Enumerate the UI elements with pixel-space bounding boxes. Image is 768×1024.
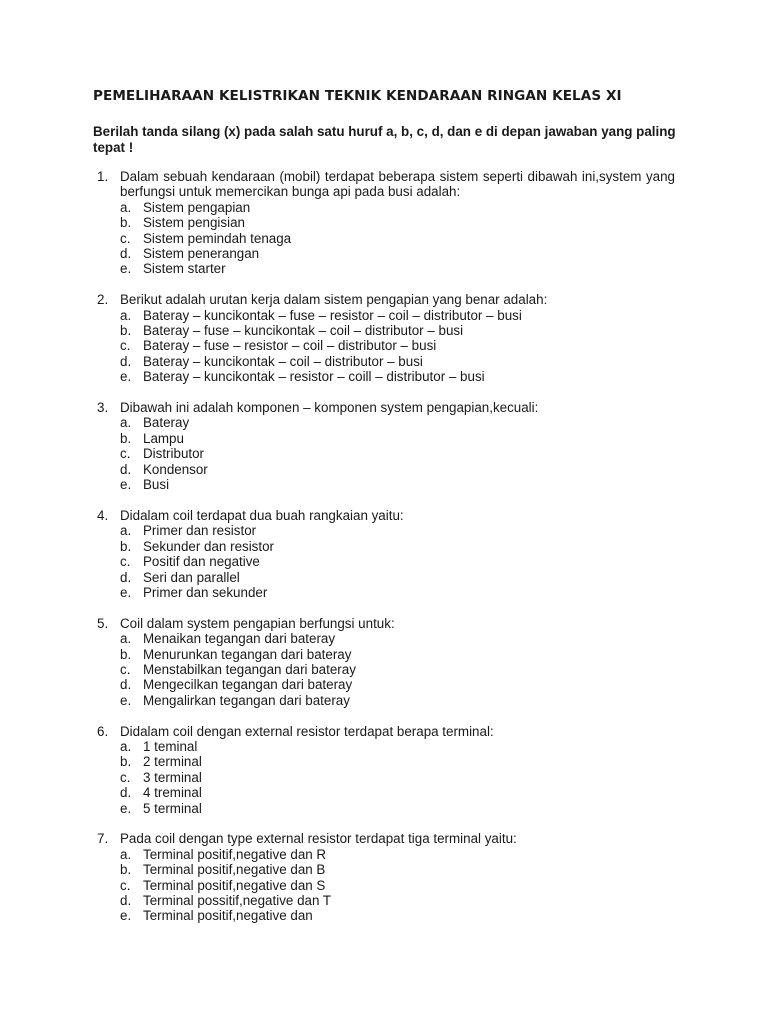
answer-option[interactable] <box>120 323 693 338</box>
option-letter: d. <box>120 461 132 477</box>
option-text: Seri dan parallel <box>143 569 240 585</box>
question-number: 6. <box>97 723 109 739</box>
answer-options <box>120 631 693 708</box>
answer-option[interactable] <box>120 415 693 430</box>
option-text: Bateray – fuse – kuncikontak – coil – distributor – busi <box>143 323 464 339</box>
answer-option[interactable] <box>120 369 693 384</box>
answer-option[interactable] <box>120 200 693 215</box>
option-text: Positif dan negative <box>143 554 260 570</box>
option-letter: d. <box>120 785 132 801</box>
option-text: Sekunder dan resistor <box>143 538 275 554</box>
option-letter: a. <box>120 307 132 323</box>
option-letter: a. <box>120 523 132 539</box>
answer-option[interactable] <box>120 477 693 492</box>
option-letter: d. <box>120 353 132 369</box>
option-text: 4 treminal <box>143 785 202 801</box>
option-letter: a. <box>120 415 132 431</box>
option-text: Sistem pengapian <box>143 199 251 215</box>
option-letter: c. <box>120 338 131 354</box>
answer-option[interactable] <box>120 523 693 538</box>
answer-option[interactable] <box>120 246 693 261</box>
question-item <box>93 616 693 708</box>
option-text: 5 terminal <box>143 800 202 816</box>
option-letter: d. <box>120 569 132 585</box>
question-text: Pada coil dengan type external resistor terdapat tiga terminal yaitu: <box>120 831 517 847</box>
option-text: Terminal positif,negative dan S <box>143 877 326 893</box>
question-number: 7. <box>97 831 109 847</box>
option-text: Busi <box>143 477 170 493</box>
question-number: 1. <box>97 169 109 184</box>
answer-options <box>120 739 693 816</box>
option-letter: d. <box>120 893 132 908</box>
answer-option[interactable] <box>120 446 693 461</box>
answer-option[interactable] <box>120 261 693 276</box>
option-text: Mengecilkan tegangan dari bateray <box>143 677 353 693</box>
option-letter: b. <box>120 430 132 446</box>
answer-options <box>120 308 693 385</box>
answer-option[interactable] <box>120 585 693 600</box>
option-text: Bateray <box>143 415 190 431</box>
answer-option[interactable] <box>120 215 693 230</box>
option-letter: c. <box>120 446 131 462</box>
option-text: Terminal positif,negative dan B <box>143 862 326 878</box>
option-letter: d. <box>120 246 132 262</box>
question-text: Didalam coil dengan external resistor terdapat berapa terminal: <box>120 723 494 739</box>
option-letter: e. <box>120 692 132 708</box>
answer-option[interactable] <box>120 231 693 246</box>
option-letter: b. <box>120 862 132 878</box>
option-text: 2 terminal <box>143 754 202 770</box>
answer-option[interactable] <box>120 770 693 785</box>
option-letter: b. <box>120 215 132 231</box>
answer-option[interactable] <box>120 662 693 677</box>
option-text: Menstabilkan tegangan dari bateray <box>143 661 356 677</box>
option-letter: c. <box>120 877 131 893</box>
option-text: 3 terminal <box>143 769 202 785</box>
question-text: Berikut adalah urutan kerja dalam sistem pengapian yang benar adalah: <box>120 292 548 308</box>
question-number: 3. <box>97 400 109 416</box>
answer-option[interactable] <box>120 878 693 893</box>
answer-option[interactable] <box>120 431 693 446</box>
answer-options <box>120 523 693 600</box>
question-item <box>93 831 693 923</box>
document-title: PEMELIHARAAN KELISTRIKAN TEKNIK KENDARAAN RINGAN KELAS XI <box>93 88 622 104</box>
answer-option[interactable] <box>120 739 693 754</box>
option-text: Distributor <box>143 446 205 462</box>
option-text: Sistem pengisian <box>143 215 245 231</box>
option-text: Bateray – kuncikontak – resistor – coill – distributor – busi <box>143 369 485 385</box>
answer-option[interactable] <box>120 308 693 323</box>
answer-option[interactable] <box>120 631 693 646</box>
answer-option[interactable] <box>120 647 693 662</box>
option-letter: c. <box>120 769 131 785</box>
option-letter: d. <box>120 677 132 693</box>
option-text: Terminal positif,negative dan R <box>143 846 327 862</box>
answer-option[interactable] <box>120 801 693 816</box>
option-letter: c. <box>120 554 131 570</box>
answer-option[interactable] <box>120 693 693 708</box>
answer-option[interactable] <box>120 754 693 769</box>
answer-option[interactable] <box>120 847 693 862</box>
option-letter: e. <box>120 584 132 600</box>
option-letter: b. <box>120 646 132 662</box>
option-text: Bateray – kuncikontak – fuse – resistor – coil – distributor – busi <box>143 307 522 323</box>
answer-option[interactable] <box>120 354 693 369</box>
option-letter: c. <box>120 661 131 677</box>
option-letter: e. <box>120 369 132 385</box>
option-letter: b. <box>120 754 132 770</box>
question-number: 4. <box>97 507 109 523</box>
answer-option[interactable] <box>120 677 693 692</box>
instruction-text: Berilah tanda silang (x) pada salah satu huruf a, b, c, d, dan e di depan jawaban yang paling tepat ! <box>93 124 676 155</box>
option-letter: a. <box>120 631 132 647</box>
question-item <box>93 508 693 600</box>
answer-option[interactable] <box>120 908 693 923</box>
question-text: Coil dalam system pengapian berfungsi untuk: <box>120 615 395 631</box>
option-text: Terminal possitif,negative dan T <box>143 893 332 908</box>
question-text: Didalam coil terdapat dua buah rangkaian yaitu: <box>120 507 404 523</box>
answer-option[interactable] <box>120 862 693 877</box>
question-item <box>93 400 693 492</box>
question-number: 2. <box>97 292 109 308</box>
option-text: Bateray – fuse – resistor – coil – distributor – busi <box>143 338 437 354</box>
option-letter: e. <box>120 908 132 924</box>
answer-options <box>120 415 693 492</box>
option-text: Bateray – kuncikontak – coil – distributor – busi <box>143 353 423 369</box>
option-text: Lampu <box>143 430 184 446</box>
option-text: Terminal positif,negative dan <box>143 908 313 924</box>
option-text: Primer dan sekunder <box>143 584 268 600</box>
answer-option[interactable] <box>120 462 693 477</box>
option-text: Menaikan tegangan dari bateray <box>143 631 336 647</box>
option-text: Primer dan resistor <box>143 523 257 539</box>
option-letter: c. <box>120 230 131 246</box>
option-letter: e. <box>120 261 132 277</box>
question-item <box>93 169 693 277</box>
answer-option[interactable] <box>120 539 693 554</box>
option-text: Sistem starter <box>143 261 226 277</box>
option-text: Sistem penerangan <box>143 246 260 262</box>
answer-option[interactable] <box>120 338 693 353</box>
option-letter: e. <box>120 477 132 493</box>
option-text: Menurunkan tegangan dari bateray <box>143 646 352 662</box>
option-letter: a. <box>120 846 132 862</box>
question-item <box>93 724 693 816</box>
option-text: 1 teminal <box>143 738 198 754</box>
option-letter: e. <box>120 800 132 816</box>
option-text: Mengalirkan tegangan dari bateray <box>143 692 350 708</box>
answer-option[interactable] <box>120 570 693 585</box>
option-text: Kondensor <box>143 461 208 477</box>
option-letter: a. <box>120 738 132 754</box>
question-item <box>93 292 693 384</box>
question-text: Dibawah ini adalah komponen – komponen system pengapian,kecuali: <box>120 400 539 416</box>
option-letter: b. <box>120 323 132 339</box>
question-text: Dalam sebuah kendaraan (mobil) terdapat beberapa sistem seperti dibawah ini,system yang berfungsi untuk memercikan bunga api pada busi adalah: <box>120 169 675 200</box>
answer-option[interactable] <box>120 554 693 569</box>
question-number: 5. <box>97 615 109 631</box>
option-letter: a. <box>120 199 132 215</box>
answer-options <box>120 200 693 277</box>
answer-options <box>120 847 693 924</box>
option-letter: b. <box>120 538 132 554</box>
answer-option[interactable] <box>120 785 693 800</box>
question-list <box>93 169 693 939</box>
answer-option[interactable] <box>120 893 693 908</box>
option-text: Sistem pemindah tenaga <box>143 230 292 246</box>
